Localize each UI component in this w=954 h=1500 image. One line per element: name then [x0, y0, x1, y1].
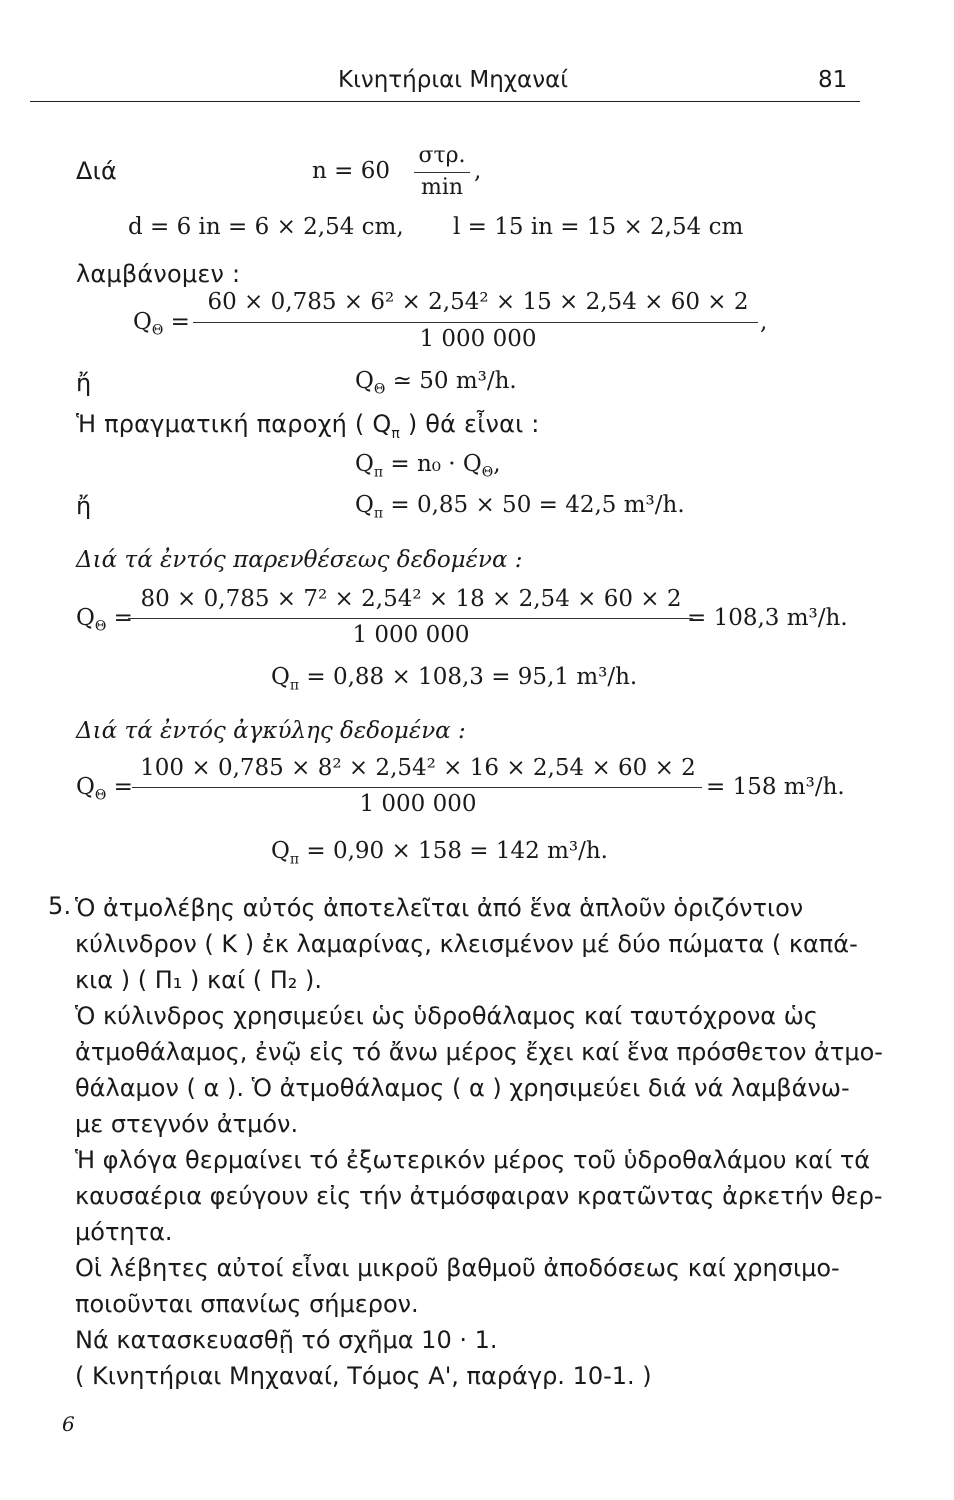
text-line: Ὁ κύλινδρος χρησιμεύει ὡς ὑδροθάλαμος καί ταυτόχρονα ὡς: [75, 1002, 818, 1030]
q-theta-lhs-2: $Q_\Theta$ =: [76, 605, 133, 635]
dia-label: Διά: [76, 157, 117, 185]
fraction-1-comma: ,: [760, 309, 768, 335]
text-line: θάλαμον ( α ). Ὁ ἀτμοθάλαμος ( α ) χρησιμεύει διά νά λαμβάνω-: [75, 1074, 850, 1102]
fraction-1-numerator: 60 × 0,785 × 6² × 2,54² × 15 × 2,54 × 60 × 2: [207, 289, 749, 315]
text-line: μότητα.: [75, 1218, 173, 1246]
page-number: 81: [818, 67, 848, 93]
text-line: ἀτμοθάλαμος, ἐνῷ εἰς τό ἄνω μέρος ἔχει καί ἕνα πρόσθετον ἀτμο-: [75, 1038, 883, 1066]
q-theta-lhs-1: $Q_\Theta$ =: [133, 309, 190, 339]
text-line: κύλινδρον ( Κ ) ἐκ λαμαρίνας, κλεισμένον μέ δύο πώματα ( καπά-: [75, 930, 858, 958]
parentheses-data-heading: Διά τά ἐντός παρενθέσεως δεδομένα :: [76, 547, 523, 573]
n-unit-denominator: min: [420, 175, 464, 200]
fraction-3-numerator: 100 × 0,785 × 8² × 2,54² × 16 × 2,54 × 60 × 2: [140, 755, 696, 781]
n-unit-numerator: στρ.: [418, 143, 466, 168]
text-line: Οἱ λέβητες αὐτοί εἶναι μικροῦ βαθμοῦ ἀποδόσεως καί χρησιμο-: [75, 1254, 840, 1282]
section-5-text: [75, 890, 883, 1394]
fraction-3-denominator: 1 000 000: [359, 791, 477, 817]
q-theta-lhs-3: $Q_\Theta$ =: [76, 774, 133, 804]
text-line: καυσαέρια φεύγουν εἰς τήν ἀτμόσφαιραν κρατῶντας ἀρκετήν θερ-: [75, 1182, 883, 1210]
n-comma: ,: [474, 158, 482, 184]
real-flow-formula: $Q_\pi = n_0 \cdot Q_\Theta$,: [355, 451, 501, 481]
or-label-2: ἤ: [76, 492, 92, 520]
text-line: ( Κινητήριαι Μηχαναί, Τόμος Α', παράγρ. 10-1. ): [75, 1362, 652, 1390]
n-fraction-bar: [414, 172, 470, 173]
fraction-3-bar: [132, 787, 702, 788]
text-line: με στεγνόν ἀτμόν.: [75, 1110, 299, 1138]
or-label-1: ἤ: [76, 369, 92, 397]
lamvanomen: λαμβάνομεν :: [76, 260, 241, 288]
text-line: ποιοῦνται σπανίως σήμερον.: [75, 1290, 419, 1318]
fraction-1-bar: [193, 322, 758, 323]
signature-mark: 6: [62, 1412, 75, 1436]
text-line: κια ) ( Π₁ ) καί ( Π₂ ).: [75, 966, 322, 994]
text-line: Ἡ φλόγα θερμαίνει τό ἐξωτερικόν μέρος τοῦ ὑδροθαλάμου καί τά: [75, 1146, 871, 1174]
real-flow-sentence: Ἡ πραγματική παροχή ( $Q_\pi$ ) θά εἶναι :: [76, 410, 540, 442]
real-flow-superheated: $Q_\pi = 0,88 \times 108,3 = 95,1$ m³/h.: [271, 664, 638, 694]
d-equation: d = 6 in = 6 × 2,54 cm,: [128, 214, 404, 240]
fraction-2-numerator: 80 × 0,785 × 7² × 2,54² × 18 × 2,54 × 60 × 2: [140, 586, 682, 612]
section-number: 5.: [48, 892, 72, 920]
l-equation: l = 15 in = 15 × 2,54 cm: [453, 214, 744, 240]
real-flow-result: $Q_\pi = 0,85 \times 50 = 42,5$ m³/h.: [355, 492, 685, 522]
header-rule: [30, 101, 860, 102]
fraction-2-bar: [128, 618, 693, 619]
n-equation: n = 60: [312, 158, 390, 184]
text-line: Νά κατασκευασθῇ τό σχῆμα 10 · 1.: [75, 1326, 498, 1354]
bracket-data-heading: Διά τά ἐντός ἀγκύλης δεδομένα :: [76, 718, 466, 744]
fraction-1-denominator: 1 000 000: [419, 326, 537, 352]
running-title: Κινητήριαι Μηχαναί: [338, 67, 569, 93]
text-line: Ὁ ἀτμολέβης αὐτός ἀποτελεῖται ἀπό ἕνα ἁπλοῦν ὁριζόντιον: [75, 894, 804, 922]
fraction-2-denominator: 1 000 000: [352, 622, 470, 648]
fraction-3-result: = 158 m³/h.: [706, 774, 845, 800]
q-theta-approx: $Q_\Theta$ ≃ 50 m³/h.: [355, 368, 517, 398]
fraction-2-result: = 108,3 m³/h.: [687, 605, 848, 631]
real-flow-bracket: $Q_\pi = 0,90 \times 158 = 142$ m³/h.: [271, 838, 608, 868]
